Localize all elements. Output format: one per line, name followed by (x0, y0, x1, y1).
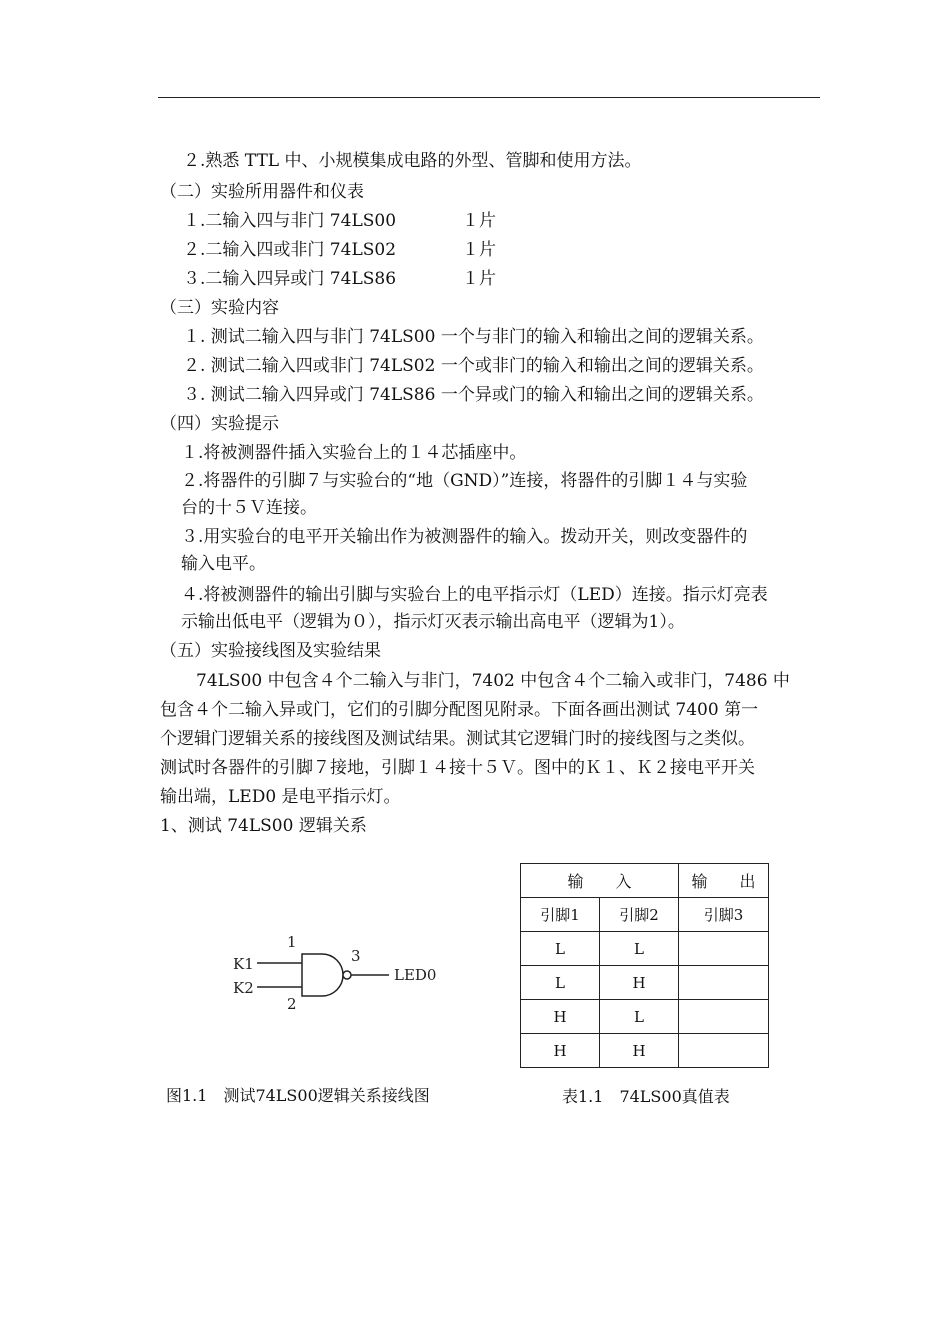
wiring-paragraph-line: 74LS00 中包含４个二输入与非门，7402 中包含４个二输入或非门，7486 中 (196, 671, 790, 691)
cell-pin2: H (600, 966, 679, 1000)
truth-table (520, 863, 769, 1068)
hint-line: 示输出低电平（逻辑为０），指示灯灭表示输出高电平（逻辑为1）。 (181, 612, 685, 632)
label-k2: K2 (233, 979, 254, 997)
cell-pin3 (679, 932, 769, 966)
cell-pin2: L (600, 1000, 679, 1034)
hint-line: ４.将被测器件的输出引脚与实验台上的电平指示灯（LED）连接。指示灯亮表 (181, 585, 768, 605)
label-pin3: 3 (351, 947, 361, 965)
equipment-qty: １片 (462, 269, 496, 289)
table-row (521, 932, 769, 966)
table-subheader-row (521, 898, 769, 932)
cell-pin1: H (521, 1034, 600, 1068)
label-led0: LED0 (394, 966, 437, 984)
subsection-title: 1、测试 74LS00 逻辑关系 (160, 816, 367, 836)
cell-pin1: H (521, 1000, 600, 1034)
table-caption: 表1.1 74LS00真值表 (562, 1087, 730, 1106)
section-heading-content: （三）实验内容 (160, 298, 279, 318)
output-header: 输 出 (679, 864, 769, 898)
header-rule (158, 97, 820, 98)
figure-caption: 图1.1 测试74LS00逻辑关系接线图 (166, 1086, 430, 1105)
hint-line: ２.将器件的引脚７与实验台的“地（GND）”连接，将器件的引脚１４与实验 (181, 471, 748, 491)
cell-pin3 (679, 1034, 769, 1068)
equipment-item: ３.二输入四异或门 74LS86 (183, 269, 397, 289)
hint-line: 输入电平。 (181, 554, 266, 574)
hint-line: 台的十５Ｖ连接。 (181, 498, 317, 518)
cell-pin1: L (521, 966, 600, 1000)
section-heading-equipment: （二）实验所用器件和仪表 (160, 182, 364, 202)
pin3-header: 引脚3 (679, 898, 769, 932)
cell-pin2: L (600, 932, 679, 966)
wiring-paragraph-line: 测试时各器件的引脚７接地，引脚１４接十５Ｖ。图中的Ｋ１、Ｋ２接电平开关 (160, 758, 755, 778)
input-header: 输 入 (521, 864, 679, 898)
equipment-qty: １片 (462, 211, 496, 231)
intro-item: ２.熟悉 TTL 中、小规模集成电路的外型、管脚和使用方法。 (183, 151, 642, 171)
cell-pin3 (679, 1000, 769, 1034)
equipment-item: ２.二输入四或非门 74LS02 (183, 240, 397, 260)
pin1-header: 引脚1 (521, 898, 600, 932)
nand-gate-body (302, 954, 343, 996)
content-item: １. 测试二输入四与非门 74LS00 一个与非门的输入和输出之间的逻辑关系。 (183, 327, 764, 347)
hint-line: ３.用实验台的电平开关输出作为被测器件的输入。拨动开关，则改变器件的 (181, 527, 748, 547)
cell-pin2: H (600, 1034, 679, 1068)
wiring-paragraph-line: 个逻辑门逻辑关系的接线图及测试结果。测试其它逻辑门时的接线图与之类似。 (160, 729, 755, 749)
wiring-paragraph-line: 包含４个二输入异或门，它们的引脚分配图见附录。下面各画出测试 7400 第一 (160, 700, 759, 720)
section-heading-wiring: （五）实验接线图及实验结果 (160, 641, 381, 661)
table-row (521, 1034, 769, 1068)
nand-gate-circuit-diagram (230, 930, 450, 1020)
table-header-row (521, 864, 769, 898)
label-pin1: 1 (287, 933, 297, 951)
equipment-qty: １片 (462, 240, 496, 260)
pin2-header: 引脚2 (600, 898, 679, 932)
label-k1: K1 (233, 955, 254, 973)
content-item: ３. 测试二输入四异或门 74LS86 一个异或门的输入和输出之间的逻辑关系。 (183, 385, 764, 405)
equipment-item: １.二输入四与非门 74LS00 (183, 211, 397, 231)
nand-gate-bubble (343, 971, 351, 979)
content-item: ２. 测试二输入四或非门 74LS02 一个或非门的输入和输出之间的逻辑关系。 (183, 356, 764, 376)
label-pin2: 2 (287, 995, 297, 1013)
cell-pin3 (679, 966, 769, 1000)
table-row (521, 1000, 769, 1034)
section-heading-hints: （四）实验提示 (160, 414, 279, 434)
cell-pin1: L (521, 932, 600, 966)
wiring-paragraph-line: 输出端，LED0 是电平指示灯。 (160, 787, 401, 807)
table-row (521, 966, 769, 1000)
hint-line: １.将被测器件插入实验台上的１４芯插座中。 (181, 443, 527, 463)
